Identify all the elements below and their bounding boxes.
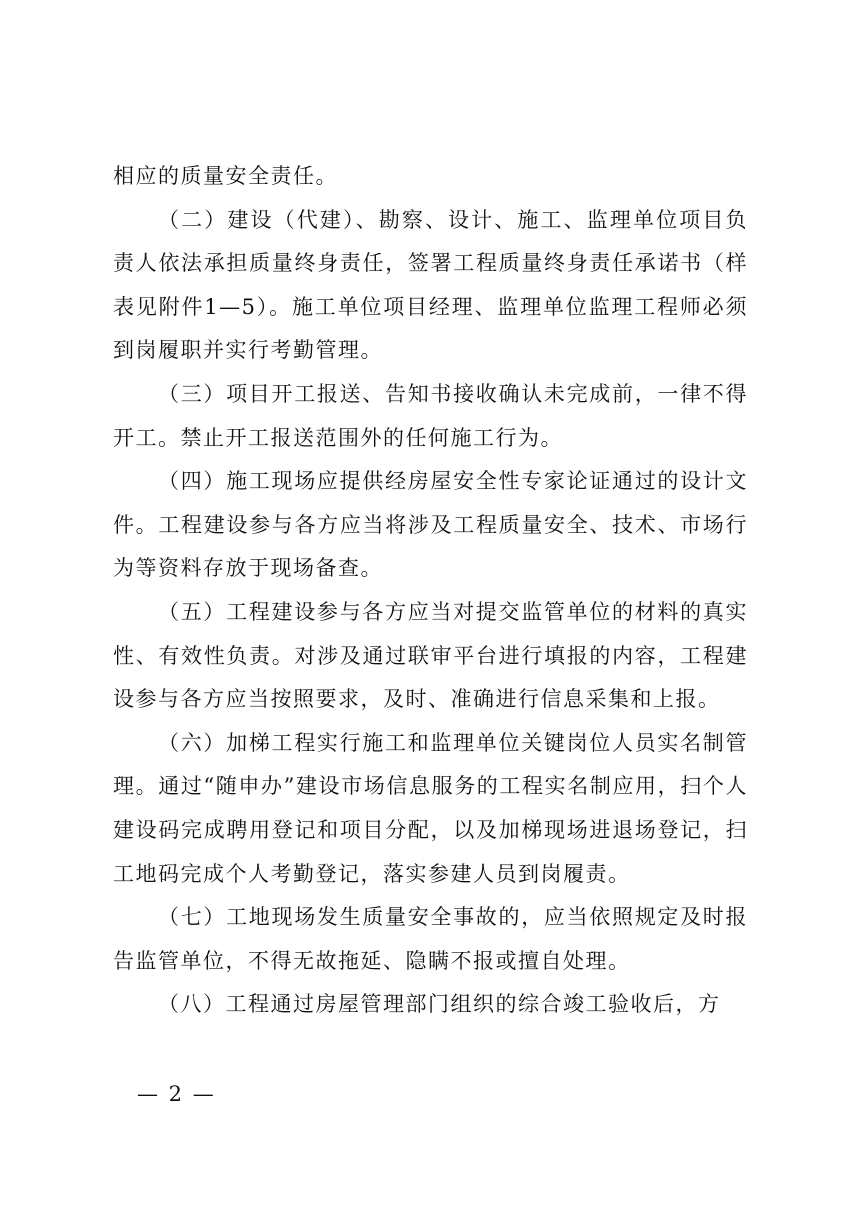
- paragraph-3: （三）项目开工报送、告知书接收确认未完成前，一律不得开工。禁止开工报送范围外的任何施工行为。: [113, 381, 748, 450]
- paragraph-6: （六）加梯工程实行施工和监理单位关键岗位人员实名制管理。通过“随申办”建设市场信息服务的工程实名制应用，扫个人建设码完成聘用登记和项目分配，以及加梯现场进退场登记，扫工地码完成个人考勤登记，落实参建人员到岗履责。: [113, 730, 748, 886]
- paragraph-2: （二）建设（代建）、勘察、设计、施工、监理单位项目负责人依法承担质量终身责任，签署工程质量终身责任承诺书（样表见附件1—5）。施工单位项目经理、监理单位监理工程师必须到岗履职并实行考勤管理。: [113, 207, 748, 363]
- paragraph-7: （七）工地现场发生质量安全事故的，应当依照规定及时报告监管单位，不得无故拖延、隐瞒不报或擅自处理。: [113, 905, 748, 973]
- document-body: [113, 155, 748, 1027]
- page-number: — 2 —: [137, 1082, 216, 1106]
- paragraph-8: （八）工程通过房屋管理部门组织的综合竣工验收后，方: [158, 992, 721, 1017]
- paragraph-5: （五）工程建设参与各方应当对提交监管单位的材料的真实性、有效性负责。对涉及通过联审平台进行填报的内容，工程建设参与各方应当按照要求，及时、准确进行信息采集和上报。: [113, 599, 748, 712]
- paragraph-4: （四）施工现场应提供经房屋安全性专家论证通过的设计文件。工程建设参与各方应当将涉及工程质量安全、技术、市场行为等资料存放于现场备查。: [113, 469, 748, 581]
- paragraph-1: 相应的质量安全责任。: [113, 164, 338, 188]
